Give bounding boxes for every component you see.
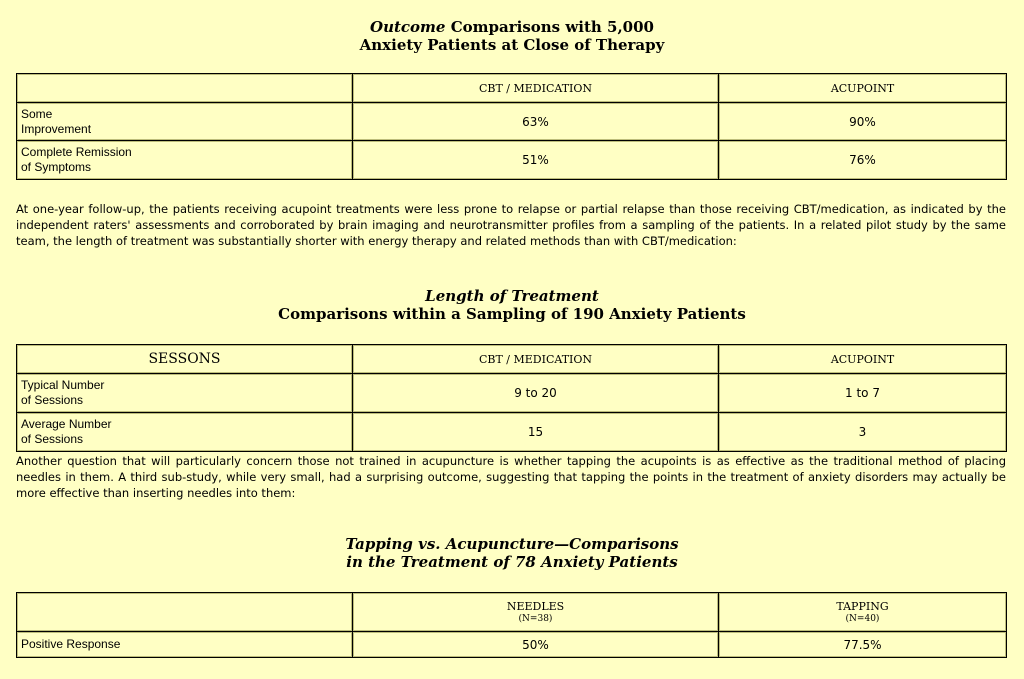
cell-cbt-value: 51% [353, 141, 719, 180]
table3-title-line1: Tapping vs. Acupuncture—Comparisons [345, 535, 679, 553]
header-cell-empty [17, 74, 353, 103]
cell-acupoint-value: 1 to 7 [719, 374, 1007, 413]
table-row [17, 141, 1007, 180]
row-label: Positive Response [17, 632, 353, 658]
table1-title-line2: Anxiety Patients at Close of Therapy [359, 36, 665, 54]
table-header-row [17, 593, 1007, 632]
row-label-line1: Typical Number [21, 378, 105, 392]
paragraph-followup: At one-year follow-up, the patients receiving acupoint treatments were less prone to relapse or partial relapse than those receiving CBT/medication, as indicated by the independent raters' assessments and corroborated by brain imaging and neurotransmitter profiles from a sampling of the patients. In a related pilot study by the same team, the length of treatment was substantially shorter with energy therapy and related methods than with CBT/medication: [16, 202, 1006, 248]
cell-cbt-value: 15 [353, 413, 719, 452]
header-tapping-label: TAPPING [836, 599, 889, 613]
cell-acupoint-value: 90% [719, 103, 1007, 141]
row-label-line2: of Sessions [21, 432, 84, 446]
header-cell-empty [17, 593, 353, 632]
table3-title [0, 535, 1024, 571]
table-header-row [17, 345, 1007, 374]
table2-title [0, 287, 1024, 323]
row-label-line1: Complete Remission [21, 145, 132, 159]
tapping-vs-acupuncture-table [16, 592, 1007, 658]
table1-title [0, 18, 1024, 54]
row-label-line2: Improvement [21, 121, 92, 136]
row-label-line2: of Sessions [21, 393, 84, 407]
header-tapping-n: (N=40) [845, 613, 880, 624]
table3-title-line2: in the Treatment of 78 Anxiety Patients [346, 553, 678, 571]
cell-cbt-value: 9 to 20 [353, 374, 719, 413]
header-acupoint: ACUPOINT [719, 345, 1007, 374]
header-needles-label: NEEDLES [506, 599, 565, 613]
table-row [17, 374, 1007, 413]
cell-acupoint-value: 76% [719, 141, 1007, 180]
cell-cbt-value: 63% [353, 103, 719, 141]
table1-title-rest: Comparisons with 5,000 [450, 18, 654, 36]
cell-acupoint-value: 3 [719, 413, 1007, 452]
header-tapping [719, 593, 1007, 632]
row-label [17, 141, 353, 180]
table2-title-line2: Comparisons within a Sampling of 190 Anxiety Patients [278, 305, 746, 323]
table2-title-line1: Length of Treatment [425, 287, 599, 305]
table-row [17, 103, 1007, 141]
table-row [17, 632, 1007, 658]
table-row [17, 413, 1007, 452]
outcome-comparison-table [16, 73, 1007, 180]
header-needles-n: (N=38) [518, 613, 553, 624]
row-label [17, 413, 353, 452]
table1-title-emphasis: Outcome [370, 18, 446, 36]
header-cbt-medication: CBT / MEDICATION [353, 345, 719, 374]
length-of-treatment-table [16, 344, 1007, 452]
table-header-row [17, 74, 1007, 103]
row-label-line1: Some [21, 106, 53, 121]
row-label-line1: Average Number [21, 417, 112, 431]
header-acupoint: ACUPOINT [719, 74, 1007, 103]
row-label [17, 103, 353, 141]
row-label-line2: of Symptoms [21, 160, 92, 174]
cell-needles-value: 50% [353, 632, 719, 658]
cell-tapping-value: 77.5% [719, 632, 1007, 658]
header-sessions: SESSONS [17, 345, 353, 374]
paragraph-tapping-question: Another question that will particularly concern those not trained in acupuncture is whether tapping the acupoints is as effective as the traditional method of placing needles in them. A third sub-study, while very small, had a surprising outcome, suggesting that tapping the points in the treatment of anxiety disorders may actually be more effective than inserting needles into them: [16, 454, 1006, 500]
header-cbt-medication: CBT / MEDICATION [353, 74, 719, 103]
header-needles [353, 593, 719, 632]
row-label [17, 374, 353, 413]
